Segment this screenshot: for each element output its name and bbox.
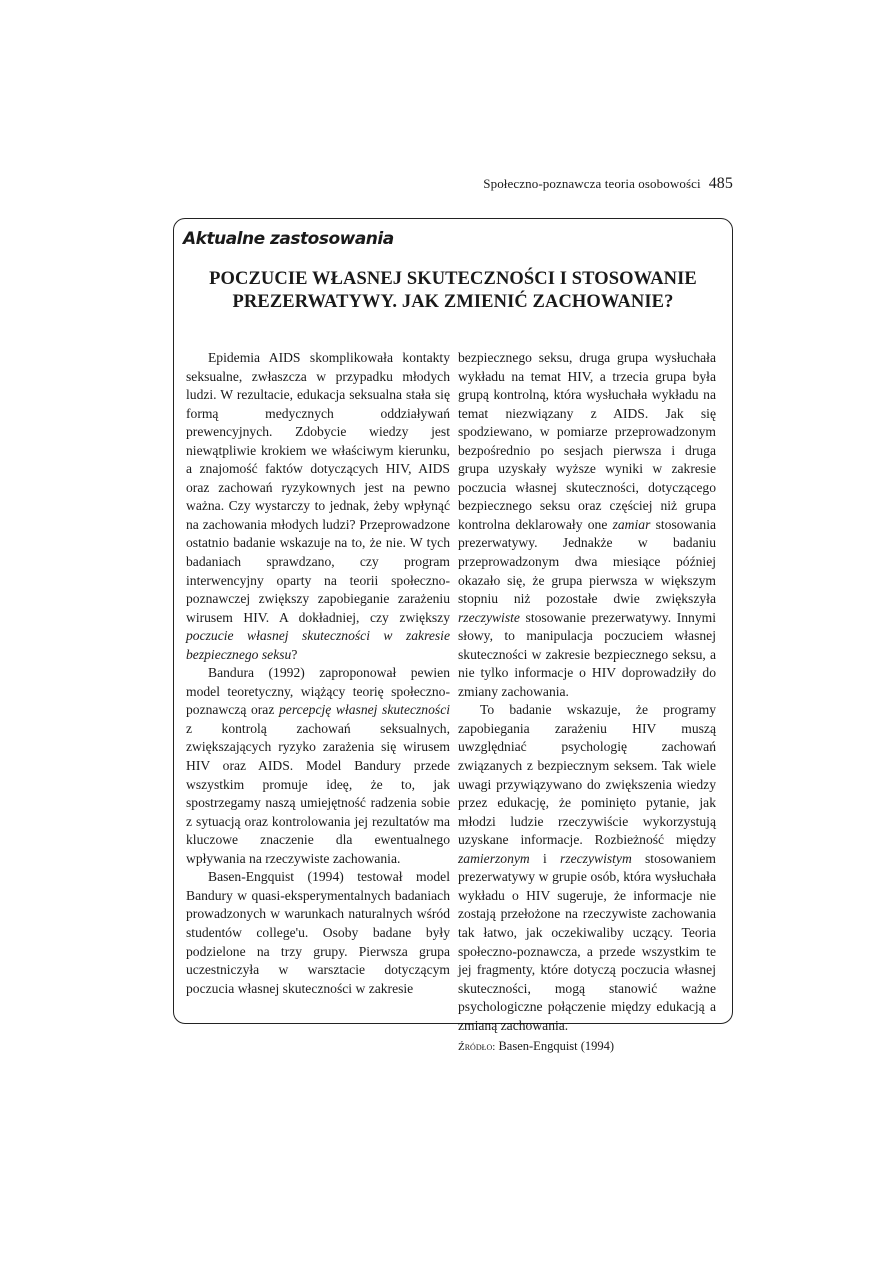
article-column-left <box>186 349 450 998</box>
source-note <box>458 1037 716 1057</box>
paragraph-3-continued: bezpiecznego seksu, druga grupa wysłuchała wykładu na temat HIV, a trzecia grupa była grupą kontrolną, która wysłuchała wykładu na temat niezwiązany z AIDS. Jak się spodziewano, w pomiarze przeprowadzonym bezpośrednio po sesjach pierwsza i druga grupa uzyskały wyższe wyniki w zakresie poczucia własnej skuteczności, dotyczącego bezpiecznego seksu oraz częściej niż grupa kontrolna deklarowały one zamiar stosowania prezerwatywy. Jednakże w badaniu przeprowadzonym dwa miesiące później okazało się, że grupa pierwsza w większym stopniu niż pozostałe dwie zwiększyła rzeczywiste stosowanie prezerwatywy. Innymi słowy, to manipulacja poczuciem własnej skuteczności w zakresie bezpiecznego seksu, a nie tylko informacje o HIV doprowadziły do zmiany zachowania. <box>458 350 717 699</box>
box-title: POCZUCIE WŁASNEJ SKUTECZNOŚCI I STOSOWANIE PREZERWATYWY. JAK ZMIENIĆ ZACHOWANIE? <box>209 269 697 312</box>
source-label: Źródło: <box>458 1041 496 1054</box>
page-number: 485 <box>708 175 733 192</box>
paragraph-2: Bandura (1992) zaproponował pewien model teoretyczny, wiążący teorię społeczno-poznawczą oraz percepcję własnej skuteczności z kontrolą zachowań seksualnych, zwiększających ryzyko zarażenia się wirusem HIV oraz AIDS. Model Bandury przede wszystkim promuje ideę, że to, jak spostrzegamy naszą umiejętność radzenia sobie z sytuacją oraz kontrolowania jej rezultatów ma kluczowe znaczenie dla ewentualnego wpływania na rzeczywiste zachowania. <box>186 665 450 866</box>
paragraph-4: To badanie wskazuje, że programy zapobiegania zarażeniu HIV muszą uwzględniać psychologię zachowań związanych z bezpiecznym seksem. Tak wiele uwagi przywiązywano do zwiększenia wiedzy przez edukację, że pominięto pytanie, jak młodzi ludzie rzeczywiście wykorzystują uzyskane informacje. Rozbieżność między zamierzonym i rzeczywistym stosowaniem prezerwatywy w grupie osób, która wysłuchała wykładu o HIV sugeruje, że informacje nie zostają przełożone na rzeczywiste zachowania tak łatwo, jak oczekiwaliby uczący. Teoria społeczno-poznawcza, a przede wszystkim te jej fragmenty, które dotyczą poczucia własnej skuteczności, mogą stanowić ważne psychologiczne połączenie między edukacją a zmianą zachowania. <box>458 702 716 1033</box>
box-label: Aktualne zastosowania <box>183 229 394 249</box>
source-text: Basen-Engquist (1994) <box>498 1039 615 1054</box>
running-title: Społeczno-poznawcza teoria osobowości <box>483 176 701 191</box>
running-head <box>483 175 733 193</box>
article-column-right <box>458 349 716 1057</box>
paragraph-3: Basen-Engquist (1994) testował model Bandury w quasi-eksperymentalnych badaniach prowadzonych w warunkach naturalnych wśród studentów college'u. Osoby badane były podzielone na trzy grupy. Pierwsza grupa uczestniczyła w warsztacie dotyczącym poczucia własnej skuteczności w zakresie <box>186 869 450 996</box>
paragraph-1: Epidemia AIDS skomplikowała kontakty seksualne, zwłaszcza w przypadku młodych ludzi. W rezultacie, edukacja seksualna stała się formą medycznych oddziaływań prewencyjnych. Zdobycie wiedzy jest niewątpliwie krokiem we właściwym kierunku, a znajomość faktów dotyczących HIV, AIDS oraz zachowań ryzykownych jest na pewno ważna. Czy wystarczy to jednak, żeby wpłynąć na zachowania młodych ludzi? Przeprowadzone ostatnio badanie wskazuje na to, że nie. W tych badaniach sprawdzano, czy program interwencyjny oparty na teorii społeczno-poznawczej zwiększy zapobieganie zarażeniu wirusem HIV. A dokładniej, czy zwiększy poczucie własnej skuteczności w zakresie bezpiecznego seksu? <box>186 350 450 662</box>
